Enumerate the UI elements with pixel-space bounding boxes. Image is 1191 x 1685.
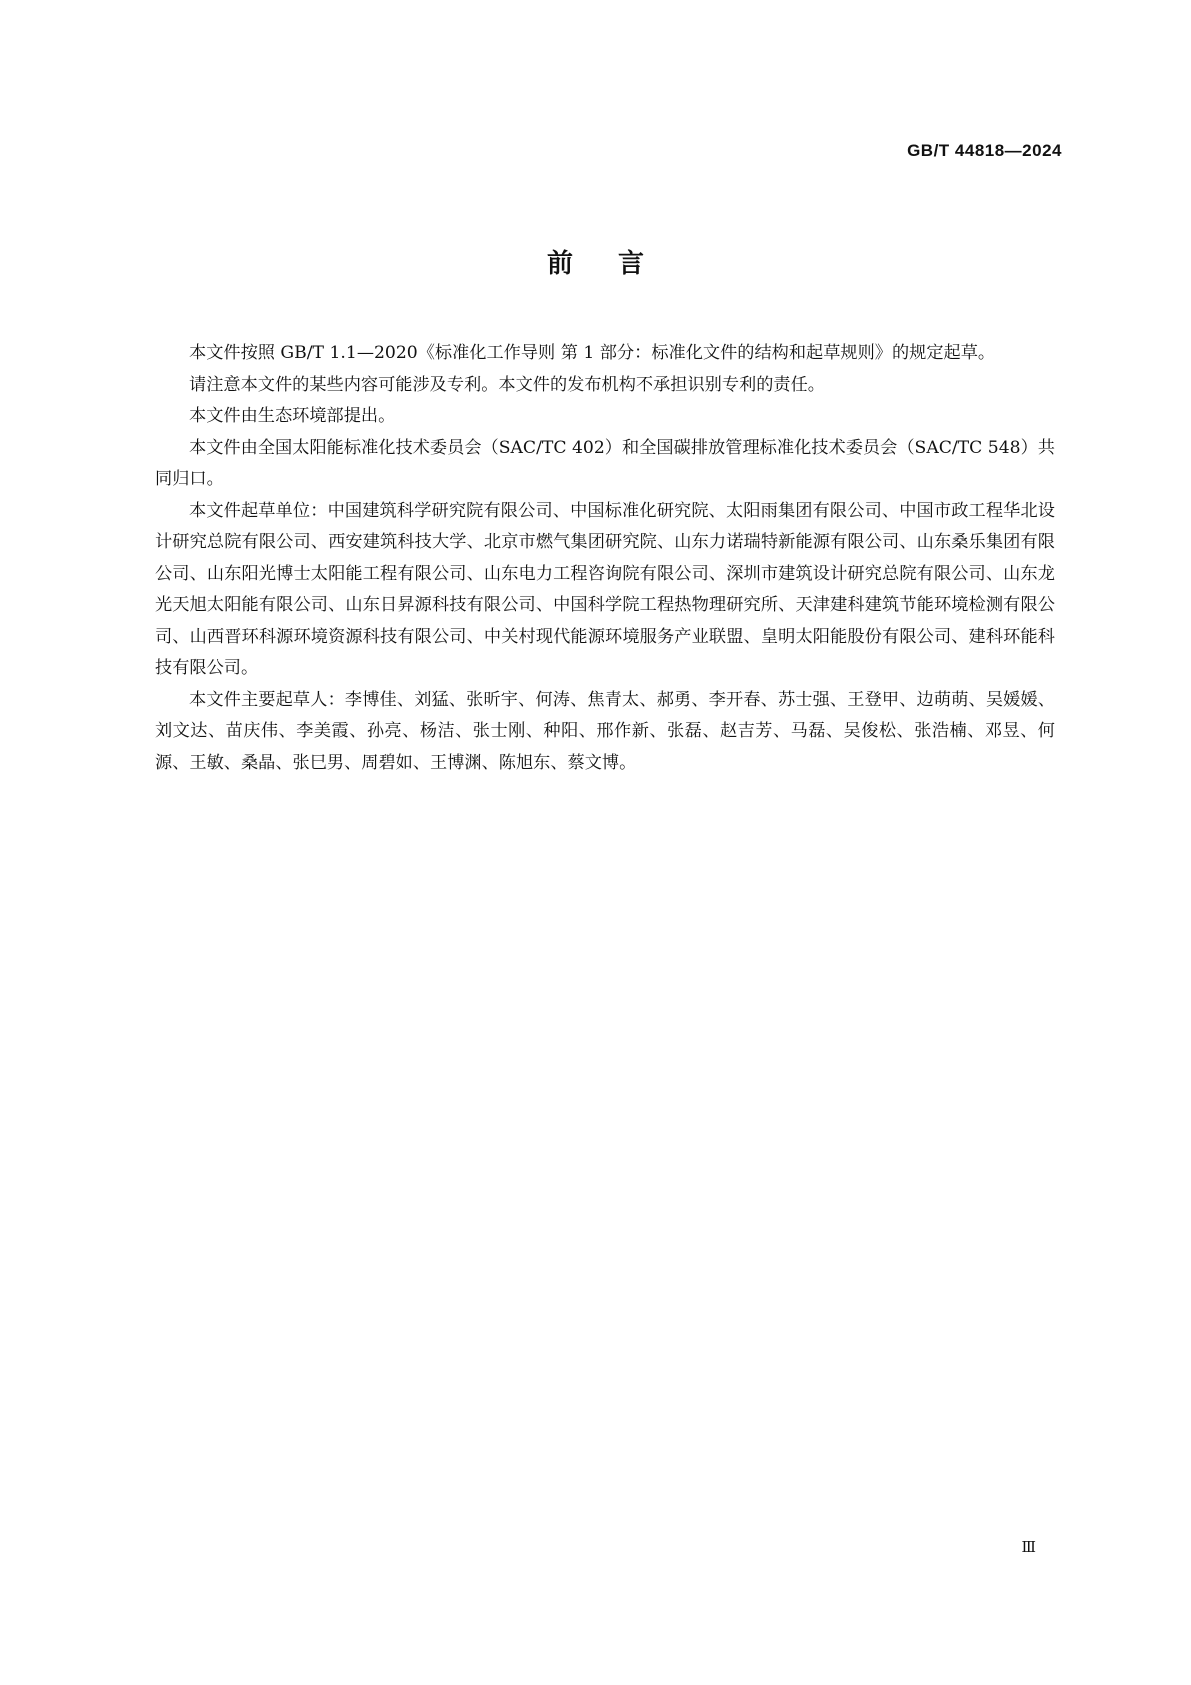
paragraph-proposer: 本文件由生态环境部提出。 xyxy=(189,406,396,426)
paragraph-patent-notice: 请注意本文件的某些内容可能涉及专利。本文件的发布机构不承担识别专利的责任。 xyxy=(189,374,825,395)
foreword-body xyxy=(155,338,1055,779)
paragraph-main-drafters: 本文件主要起草人：李博佳、刘猛、张昕宇、何涛、焦青太、郝勇、李开春、苏士强、王登甲、边萌萌、吴媛媛、刘文达、苗庆伟、李美霞、孙亮、杨洁、张士刚、种阳、邢作新、张磊、赵吉芳、马磊、吴俊松、张浩楠、邓昱、何源、王敏、桑晶、张巳男、周碧如、王博渊、陈旭东、蔡文博。 xyxy=(155,689,1055,773)
paragraph-technical-committee: 本文件由全国太阳能标准化技术委员会（SAC/TC 402）和全国碳排放管理标准化技术委员会（SAC/TC 548）共同归口。 xyxy=(155,437,1055,489)
page-title: 前言 xyxy=(546,249,689,279)
page-number: Ⅲ xyxy=(1021,1538,1036,1556)
standard-number: GB/T 44818—2024 xyxy=(907,141,1062,160)
paragraph-drafting-organizations: 本文件起草单位：中国建筑科学研究院有限公司、中国标准化研究院、太阳雨集团有限公司、中国市政工程华北设计研究总院有限公司、西安建筑科技大学、北京市燃气集团研究院、山东力诺瑞特新能源有限公司、山东桑乐集团有限公司、山东阳光博士太阳能工程有限公司、山东电力工程咨询院有限公司、深圳市建筑设计研究总院有限公司、山东龙光天旭太阳能有限公司、山东日昇源科技有限公司、中国科学院工程热物理研究所、天津建科建筑节能环境检测有限公司、山西晋环科源环境资源科技有限公司、中关村现代能源环境服务产业联盟、皇明太阳能股份有限公司、建科环能科技有限公司。 xyxy=(155,500,1055,678)
paragraph-drafting-rules: 本文件按照 GB/T 1.1—2020《标准化工作导则 第 1 部分：标准化文件的结构和起草规则》的规定起草。 xyxy=(189,343,996,363)
